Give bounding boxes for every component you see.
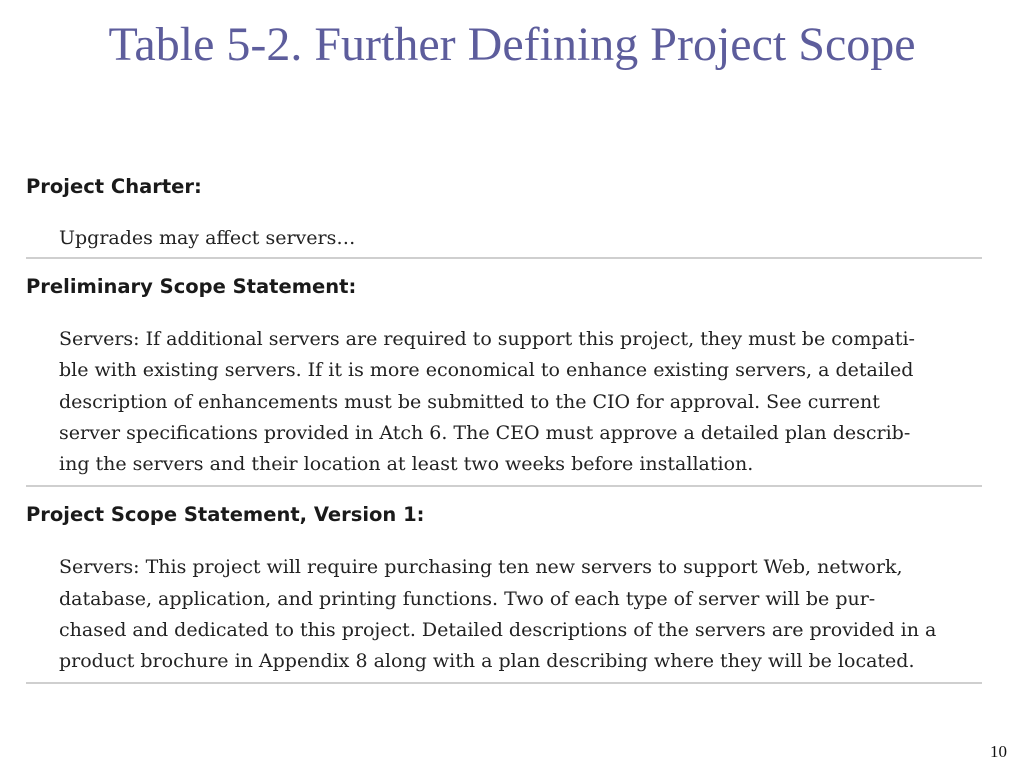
scope-table xyxy=(26,168,982,684)
body-line: server specifications provided in Atch 6. The CEO must approve a detailed plan describ- xyxy=(59,421,911,444)
body-line: Upgrades may affect servers… xyxy=(59,227,356,249)
page-number: 10 xyxy=(990,742,1007,761)
body-line: product brochure in Appendix 8 along with a plan describing where they will be located. xyxy=(59,650,915,673)
body-line: database, application, and printing functions. Two of each type of server will be pur- xyxy=(59,587,876,610)
section-body xyxy=(26,223,982,254)
body-line: Servers: If additional servers are required to support this project, they must be compati- xyxy=(59,328,915,350)
section-heading: Preliminary Scope Statement: xyxy=(26,275,357,298)
body-line: description of enhancements must be submitted to the CIO for approval. See current xyxy=(59,390,880,413)
section-heading: Project Scope Statement, Version 1: xyxy=(26,503,425,527)
section-body xyxy=(26,324,982,480)
section-heading: Project Charter: xyxy=(26,175,202,198)
body-line: ble with existing servers. If it is more economical to enhance existing servers, a detailed xyxy=(59,359,914,382)
body-line: ing the servers and their location at least two weeks before installation. xyxy=(59,453,754,476)
section-preliminary-scope-statement xyxy=(26,272,982,487)
divider xyxy=(26,682,982,684)
body-line: chased and dedicated to this project. Detailed descriptions of the servers are provided in a xyxy=(59,619,937,642)
section-body xyxy=(26,552,982,677)
section-project-charter xyxy=(26,172,982,259)
slide-title: Table 5-2. Further Defining Project Scope xyxy=(108,18,916,71)
body-line: Servers: This project will require purchasing ten new servers to support Web, network, xyxy=(59,556,903,579)
divider xyxy=(26,485,982,487)
section-project-scope-statement-v1 xyxy=(26,500,982,683)
divider xyxy=(26,257,982,259)
